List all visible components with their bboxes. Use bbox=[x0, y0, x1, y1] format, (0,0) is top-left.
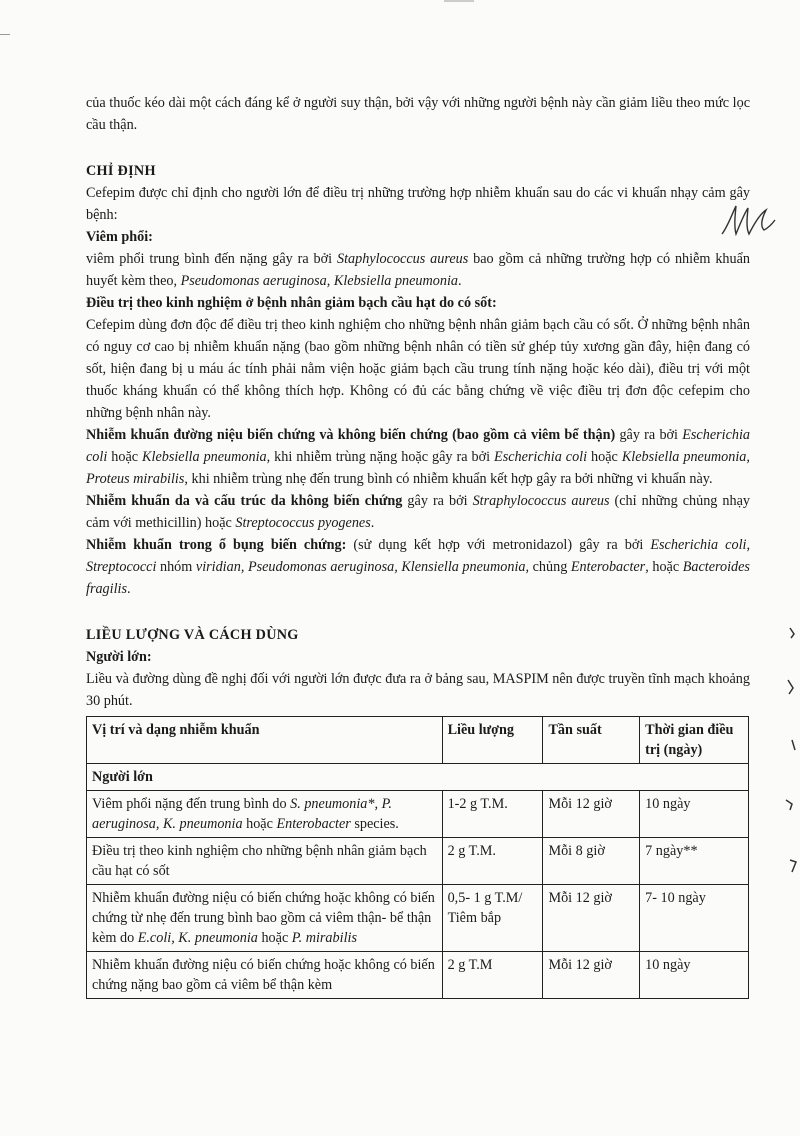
table-row bbox=[87, 885, 749, 952]
document-page bbox=[86, 92, 750, 999]
uti-paragraph: Nhiễm khuẩn đường niệu biến chứng và không biến chứng (bao gồm cả viêm bể thận) gây ra bởi Escherichia coli hoặc Klebsiella pneumonia, khi nhiễm trùng nặng hoặc gây ra bởi Escherichia coli hoặc Klebsiella pneumonia, Proteus mirabilis, khi nhiễm trùng nhẹ đến trung bình có nhiễm khuẩn kết hợp gây ra bởi những vi khuẩn này. bbox=[86, 427, 750, 487]
scan-mark-left bbox=[0, 34, 10, 35]
site-cell: Nhiễm khuẩn đường niệu có biến chứng hoặc không có biến chứng nặng bao gồm cả viêm bể thận kèm bbox=[87, 952, 443, 999]
duration-cell: 7 ngày** bbox=[640, 838, 749, 885]
table-row bbox=[87, 791, 749, 838]
abdominal-paragraph: Nhiễm khuẩn trong ổ bụng biến chứng: (sử dụng kết hợp với metronidazol) gây ra bởi Escherichia coli, Streptococci nhóm viridian, Pseudomonas aeruginosa, Klensiella pneumonia, chủng Enterobacter, hoặc Bacteroides fragilis. bbox=[86, 537, 750, 597]
skin-paragraph: Nhiễm khuẩn da và cấu trúc da không biến chứng gây ra bởi Straphylococcus aureus (chỉ những chủng nhạy cảm với methicillin) hoặc Streptococcus pyogenes. bbox=[86, 493, 750, 531]
frequency-cell: Mỗi 12 giờ bbox=[543, 791, 640, 838]
table-header-row bbox=[87, 717, 749, 764]
header-duration: Thời gian điều trị (ngày) bbox=[640, 717, 749, 764]
table-group-row bbox=[87, 764, 749, 791]
group-label-adults: Người lớn bbox=[92, 769, 153, 785]
header-site: Vị trí và dạng nhiễm khuẩn bbox=[87, 717, 443, 764]
pneumonia-title: Viêm phổi: bbox=[86, 229, 153, 245]
adults-title: Người lớn: bbox=[86, 649, 152, 665]
neutropenia-paragraph: Cefepim dùng đơn độc để điều trị theo kinh nghiệm cho những bệnh nhân giảm bạch cầu có sốt. Ở những bệnh nhân có nguy cơ cao bị nhiễm khuẩn nặng (bao gồm những bệnh nhân có tiền sử ghép tủy xương gần đây, hiện đang có sốt, hiện đang bị u máu ác tính phải nằm viện hoặc giảm bạch cầu trung tính nặng hoặc kéo dài), điều trị với một thuốc kháng khuẩn có thể không thích hợp. Không có đủ các bằng chứng về việc điều trị đơn độc cefepim cho những bệnh nhân này. bbox=[86, 317, 750, 421]
site-cell: Viêm phổi nặng đến trung bình do S. pneumonia*, P. aeruginosa, K. pneumonia hoặc Enterobacter species. bbox=[87, 791, 443, 838]
frequency-cell: Mỗi 12 giờ bbox=[543, 885, 640, 952]
dose-cell: 2 g T.M. bbox=[442, 838, 543, 885]
section-heading-dosage: LIỀU LƯỢNG VÀ CÁCH DÙNG bbox=[86, 627, 299, 643]
dose-cell: 1-2 g T.M. bbox=[442, 791, 543, 838]
duration-cell: 7- 10 ngày bbox=[640, 885, 749, 952]
table-row bbox=[87, 838, 749, 885]
section-heading-indication: CHỈ ĐỊNH bbox=[86, 163, 156, 179]
site-cell: Điều trị theo kinh nghiệm cho những bệnh nhân giảm bạch cầu hạt có sốt bbox=[87, 838, 443, 885]
pneumonia-paragraph: viêm phổi trung bình đến nặng gây ra bởi Staphylococcus aureus bao gồm cả những trường hợp có nhiễm khuẩn huyết kèm theo, Pseudomonas aeruginosa, Klebsiella pneumonia. bbox=[86, 251, 750, 289]
table-row bbox=[87, 952, 749, 999]
dose-cell: 0,5- 1 g T.M/ Tiêm bắp bbox=[442, 885, 543, 952]
header-dose: Liều lượng bbox=[442, 717, 543, 764]
intro-paragraph: của thuốc kéo dài một cách đáng kể ở người suy thận, bởi vậy với những người bệnh này cần giảm liều theo mức lọc cầu thận. bbox=[86, 95, 750, 133]
frequency-cell: Mỗi 12 giờ bbox=[543, 952, 640, 999]
dosage-lead: Liều và đường dùng đề nghị đối với người lớn được đưa ra ở bảng sau, MASPIM nên được truyền tĩnh mạch khoảng 30 phút. bbox=[86, 671, 750, 709]
dose-cell: 2 g T.M bbox=[442, 952, 543, 999]
site-cell: Nhiễm khuẩn đường niệu có biến chứng hoặc không có biến chứng từ nhẹ đến trung bình bao gồm cả viêm thận- bể thận kèm do E.coli, K. pneumonia hoặc P. mirabilis bbox=[87, 885, 443, 952]
neutropenia-title: Điều trị theo kinh nghiệm ở bệnh nhân giảm bạch cầu hạt do có sốt: bbox=[86, 295, 497, 311]
page-edge-marks bbox=[778, 620, 800, 890]
frequency-cell: Mỗi 8 giờ bbox=[543, 838, 640, 885]
scan-mark-top bbox=[444, 0, 474, 2]
indication-lead: Cefepim được chỉ định cho người lớn để điều trị những trường hợp nhiễm khuẩn sau do các vi khuẩn nhạy cảm gây bệnh: bbox=[86, 185, 750, 223]
header-frequency: Tần suất bbox=[543, 717, 640, 764]
duration-cell: 10 ngày bbox=[640, 791, 749, 838]
duration-cell: 10 ngày bbox=[640, 952, 749, 999]
dosage-table bbox=[86, 716, 749, 999]
